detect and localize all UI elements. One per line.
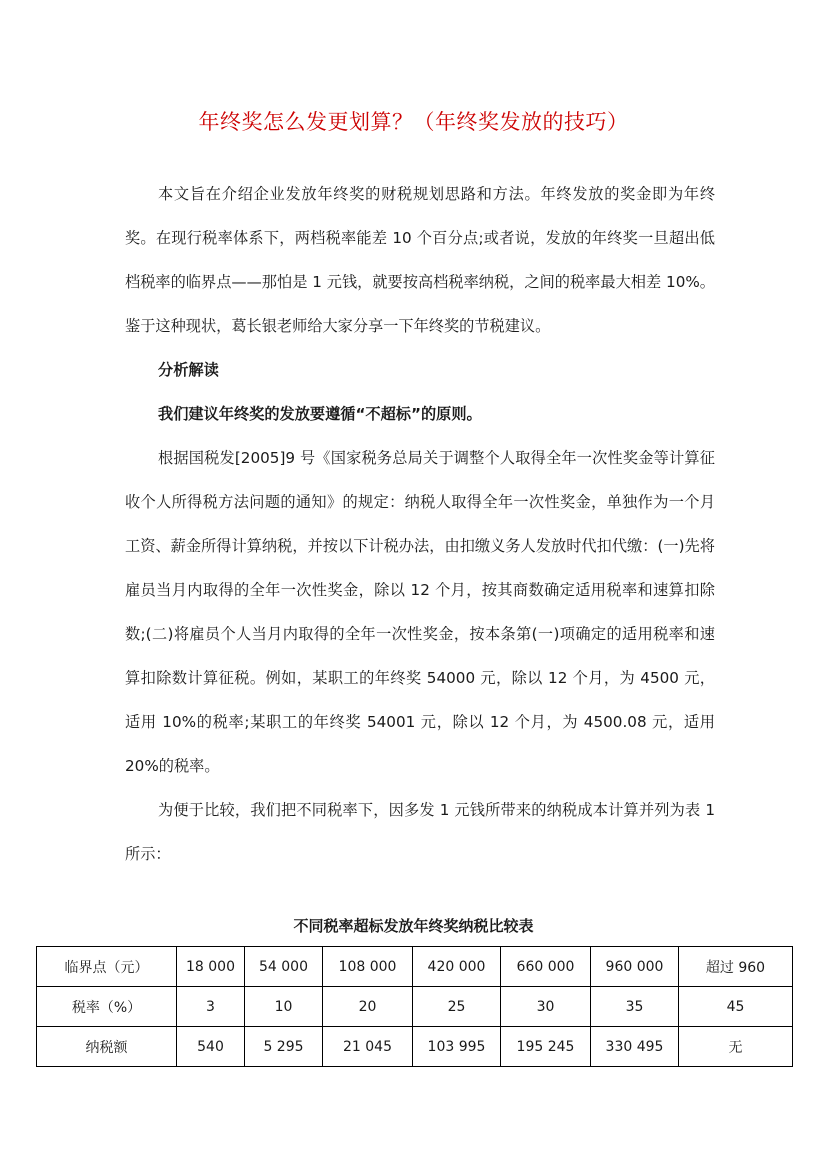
principle-statement: 我们建议年终奖的发放要遵循“不超标”的原则。	[158, 405, 482, 423]
tax-rate-row	[37, 987, 793, 1027]
table-cell: 21 045	[323, 1027, 413, 1067]
row-header-cell: 纳税额	[37, 1027, 177, 1067]
table-cell: 20	[323, 987, 413, 1027]
table-cell: 5 295	[245, 1027, 323, 1067]
table-cell: 540	[177, 1027, 245, 1067]
table-cell: 108 000	[323, 947, 413, 987]
tax-comparison-table	[36, 946, 793, 1067]
tax-amount-row	[37, 1027, 793, 1067]
row-header-cell: 临界点（元）	[37, 947, 177, 987]
regulation-paragraph: 根据国税发[2005]9 号《国家税务总局关于调整个人取得全年一次性奖金等计算征收个人所得税方法问题的通知》的规定：纳税人取得全年一次性奖金，单独作为一个月工资、薪金所得计算纳税，并按以下计税办法，由扣缴义务人发放时代扣代缴：(一)先将雇员当月内取得的全年一次性奖金，除以 12 个月，按其商数确定适用税率和速算扣除数;(二)将雇员个人当月内取得的全年一次性奖金，按本条第(一)项确定的适用税率和速算扣除数计算征税。例如，某职工的年终奖 54000 元，除以 12 个月，为 4500 元，适用 10%的税率;某职工的年终奖 54001 元，除以 12 个月，为 4500.08 元，适用 20%的税率。	[125, 449, 715, 775]
table-cell: 3	[177, 987, 245, 1027]
table-cell: 660 000	[501, 947, 591, 987]
row-header-cell: 税率（%）	[37, 987, 177, 1027]
page-title: 年终奖怎么发更划算？（年终奖发放的技巧）	[198, 110, 629, 134]
table-cell: 960 000	[591, 947, 679, 987]
table-cell: 30	[501, 987, 591, 1027]
table-cell: 无	[679, 1027, 793, 1067]
table-cell: 420 000	[413, 947, 501, 987]
section-heading: 分析解读	[158, 361, 219, 379]
table-cell: 330 495	[591, 1027, 679, 1067]
article-body	[125, 172, 715, 876]
table-cell: 195 245	[501, 1027, 591, 1067]
table-cell: 25	[413, 987, 501, 1027]
table-cell: 45	[679, 987, 793, 1027]
table-cell: 54 000	[245, 947, 323, 987]
intro-paragraph: 本文旨在介绍企业发放年终奖的财税规划思路和方法。年终发放的奖金即为年终奖。在现行税率体系下，两档税率能差 10 个百分点;或者说，发放的年终奖一旦超出低档税率的临界点——那怕是 1 元钱，就要按高档税率纳税，之间的税率最大相差 10%。鉴于这种现状，葛长银老师给大家分享一下年终奖的节税建议。	[125, 185, 715, 335]
table-cell: 35	[591, 987, 679, 1027]
table-caption: 不同税率超标发放年终奖纳税比较表	[293, 917, 534, 935]
comparison-intro-paragraph: 为便于比较，我们把不同税率下，因多发 1 元钱所带来的纳税成本计算并列为表 1 所示：	[125, 801, 715, 863]
table-cell: 18 000	[177, 947, 245, 987]
table-cell: 103 995	[413, 1027, 501, 1067]
threshold-row	[37, 947, 793, 987]
table-cell: 超过 960	[679, 947, 793, 987]
table-cell: 10	[245, 987, 323, 1027]
